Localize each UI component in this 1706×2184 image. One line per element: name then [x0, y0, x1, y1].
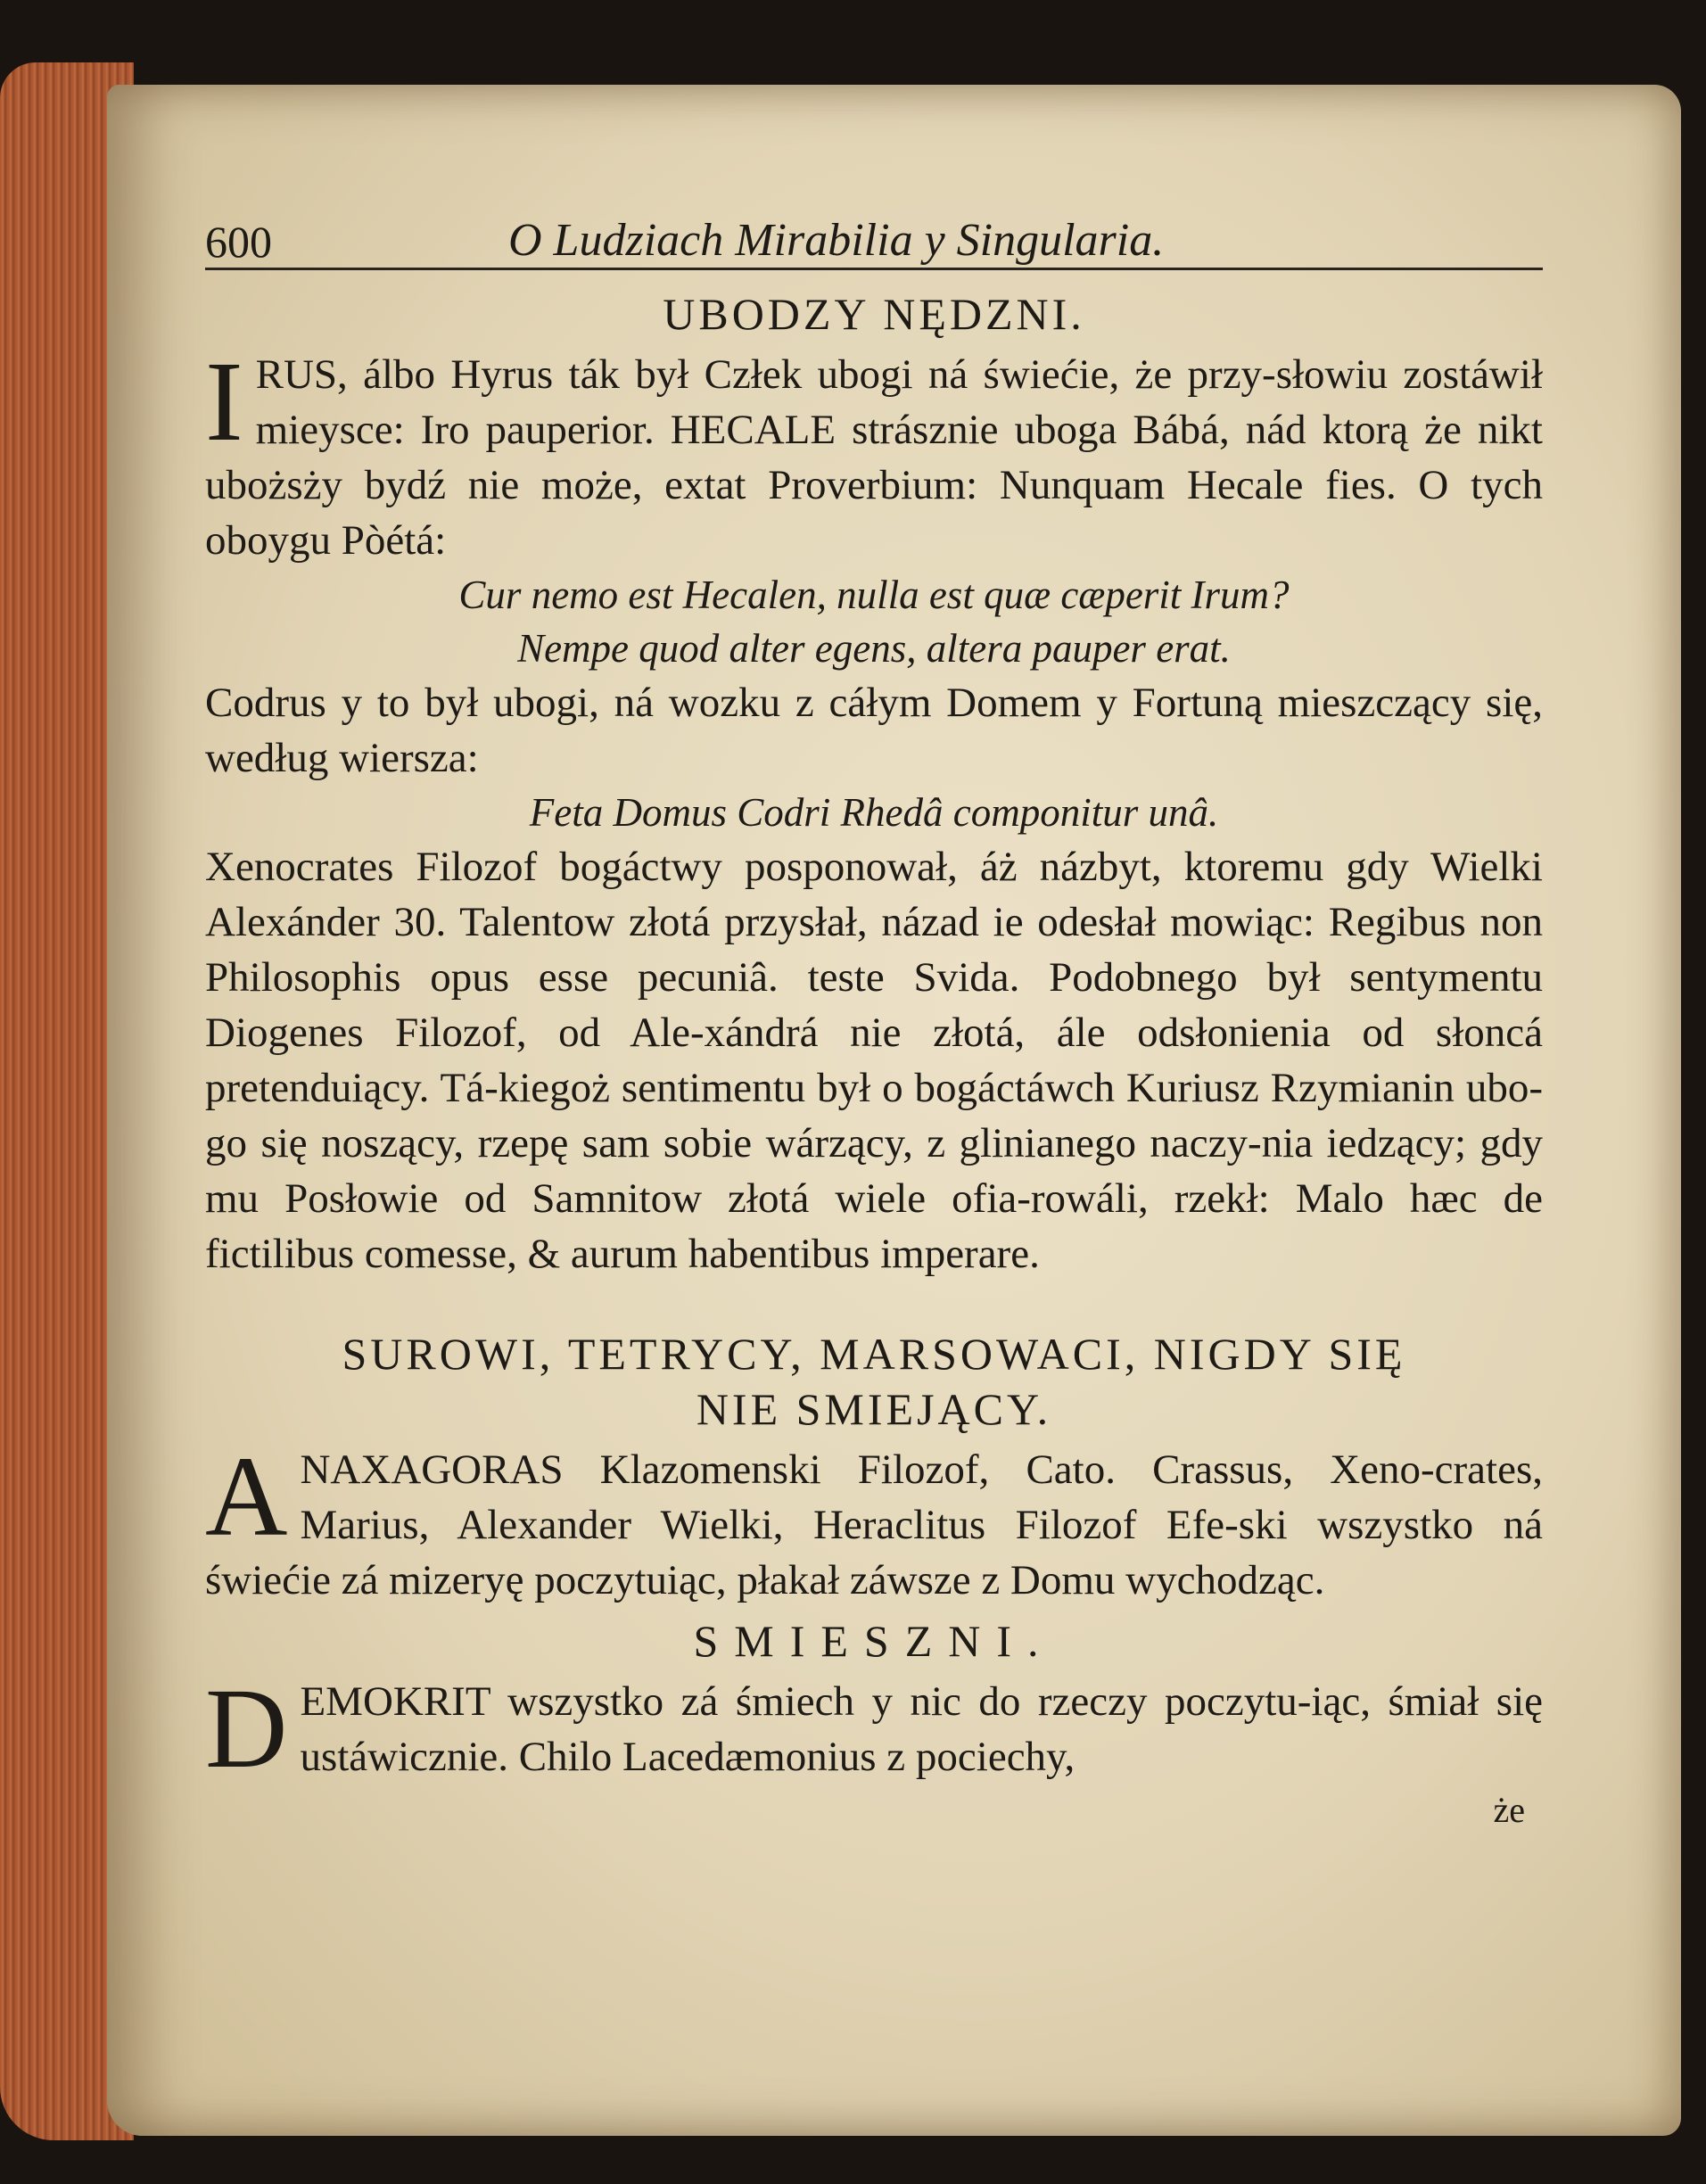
paragraph-anaxagoras [205, 1433, 1543, 1608]
verse-line: Nempe quod alter egens, altera pauper erat. [517, 626, 1231, 671]
drop-initial: I [205, 338, 243, 465]
paragraph-xenocrates: Xenocrates Filozof bogáctwy posponował, áż názbyt, ktoremu gdy Wielki Alexánder 30. Talentow złotá przysłał, názad ie odesłał mowiąc: Regibus non Philosophis opus esse pecuniâ. teste Svida. Podobnego był sentymentu Diogenes Filozof, od Ale-xándrá nie złotá, ále odsłonienia od słoncá pretenduiący. Tá-kiegoż sentimentu był o bogáctáwch Kuriusz Rzymianin ubo-go się noszący, rzepę sam sobie wárzący, z glinianego naczy-nia iedzący; gdy mu Posłowie od Samnitow złotá wiele ofia-rowáli, rzekł: Malo hæc de fictilibus comesse, & aurum habentibus imperare. [205, 844, 1543, 1277]
verse-line: Feta Domus Codri Rhedâ componitur unâ. [529, 790, 1219, 835]
paragraph-text: EMOKRIT wszystko zá śmiech y nic do rzeczy poczytu-iąc, śmiał się ustáwicznie. Chilo Lacedæmonius z pociechy, [300, 1678, 1543, 1780]
verse-line: Cur nemo est Hecalen, nulla est quæ cæperit Irum? [458, 573, 1290, 617]
running-title: O Ludziach Mirabilia y Singularia. [508, 215, 1165, 266]
page-text [205, 205, 1543, 1833]
section-heading-ubodzy: UBODZY NĘDZNI. [663, 289, 1085, 339]
heading-line: NIE SMIEJĄCY. [696, 1384, 1052, 1434]
paragraph-text: NAXAGORAS Klazomenski Filozof, Cato. Crassus, Xeno-crates, Marius, Alexander Wielki, Heraclitus Filozof Efe-ski wszystko ná świećie zá mizeryę poczytuiąc, płakał záwsze z Domu wychodząc. [205, 1446, 1543, 1603]
section-heading-smieszni: SMIESZNI. [693, 1616, 1055, 1666]
drop-initial: D [205, 1665, 288, 1792]
paragraph-text: RUS, álbo Hyrus ták był Człek ubogi ná świećie, że przy-słowiu zostáwił mieysce: Iro pauperior. HECALE strásznie uboga Bábá, nád ktorą że nikt ubożsży bydź nie może, extat Proverbium: Nunquam Hecale fies. O tych oboygu Pòétá: [205, 351, 1543, 564]
running-head [205, 205, 1543, 270]
catchword: że [1493, 1790, 1525, 1830]
section-heading-surowi [205, 1326, 1543, 1437]
page-number: 600 [205, 217, 272, 267]
drop-initial: A [205, 1433, 288, 1560]
paragraph-irus [205, 338, 1543, 568]
paragraph-demokrit [205, 1665, 1543, 1792]
paragraph-codrus: Codrus y to był ubogi, ná wozku z cáłym Domem y Fortuną mieszczący się, według wiersza: [205, 680, 1543, 781]
heading-line: SUROWI, TETRYCY, MARSOWACI, NIGDY SIĘ [342, 1329, 1406, 1379]
